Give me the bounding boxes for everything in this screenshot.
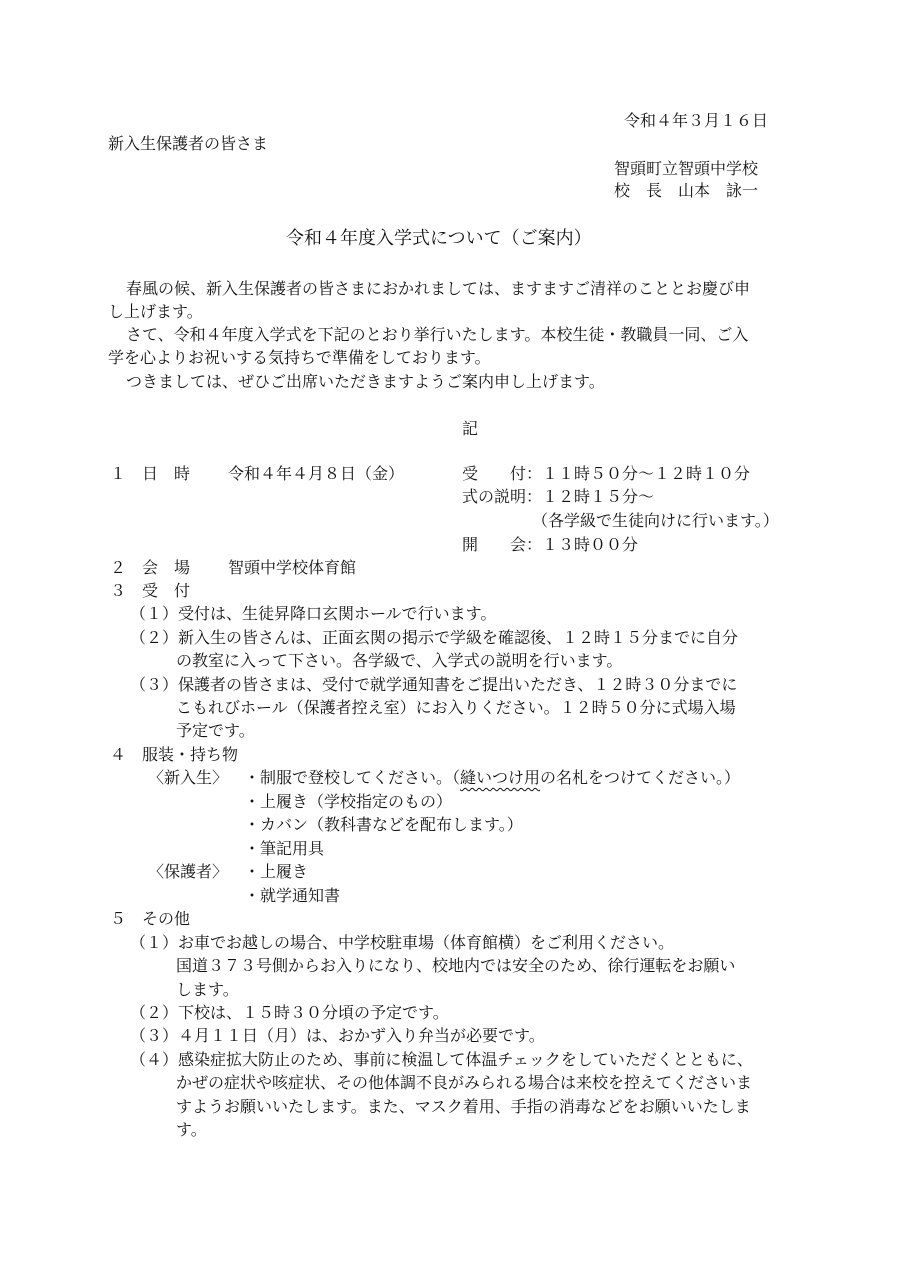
sewn-on-underlined: 縫いつけ用: [460, 768, 541, 787]
school-name: 智頭町立智頭中学校: [614, 159, 759, 178]
other-item-1-line-2: 国道３７３号側からお入りになり、校地内では安全のため、徐行運転をお願い: [176, 956, 736, 975]
reception-item-3-line-3: 予定です。: [176, 721, 255, 740]
opening-time: 開 会：１３時００分: [462, 535, 639, 554]
venue: 智頭中学校体育館: [228, 558, 357, 577]
other-item-1-line-3: します。: [176, 980, 239, 999]
explanation-note: （各学級で生徒向けに行います。）: [532, 511, 779, 530]
other-item-4-line-3: すようお願いいたします。また、マスク着用、手指の消毒などをお願いいたしま: [176, 1097, 751, 1116]
other-item-3: （３）４月１１日（月）は、おかず入り弁当が必要です。: [130, 1026, 545, 1045]
principal-name: 校 長 山本 詠一: [614, 181, 759, 200]
reception-item-2-line-1: （２）新入生の皆さんは、正面玄関の掲示で学級を確認後、１２時１５分までに自分: [130, 628, 739, 647]
student-item-uniform-end: の名札をつけてください。）: [540, 768, 741, 787]
issue-date: 令和４年３月１６日: [624, 111, 769, 130]
section-4-heading: ４ 服装・持ち物: [110, 745, 239, 764]
student-item-stationery: ・筆記用具: [244, 839, 325, 858]
student-item-uniform-start: ・制服で登校してください。（: [244, 768, 461, 787]
student-item-uniform: [244, 767, 740, 789]
intro-paragraph-1-line-2: し上げます。: [108, 302, 203, 321]
reception-item-2-line-2: の教室に入って下さい。各学級で、入学式の説明を行います。: [176, 651, 623, 670]
intro-paragraph-1-line-1: 春風の候、新入生保護者の皆さまにおかれましては、ますますご清祥のこととお慶び申: [126, 279, 751, 298]
other-item-4-line-2: かぜの症状や咳症状、その他体調不良がみられる場合は来校を控えてくださいま: [176, 1073, 753, 1092]
other-item-2: （２）下校は、１５時３０分頃の予定です。: [130, 1003, 449, 1022]
other-item-1-line-1: （１）お車でお越しの場合、中学校駐車場（体育館横）をご利用ください。: [130, 933, 675, 952]
other-item-4-line-1: （４）感染症拡大防止のため、事前に検温して体温チェックをしていただくとともに、: [130, 1050, 753, 1069]
intro-paragraph-2-line-2: 学を心よりお祝いする気持ちで準備をしております。: [108, 348, 491, 367]
reception-item-3-line-2: こもれびホール（保護者控え室）にお入りください。１２時５０分に式場入場: [176, 698, 736, 717]
section-1-heading: １ 日 時: [110, 464, 191, 483]
other-item-4-line-4: す。: [176, 1120, 207, 1139]
guardian-item-indoor-shoes: ・上履き: [244, 862, 309, 881]
section-2-heading: ２ 会 場: [110, 558, 191, 577]
intro-paragraph-3: つきましては、ぜひご出席いただきますようご案内申し上げます。: [126, 372, 605, 391]
new-student-label: 〈新入生〉: [148, 768, 229, 787]
explanation-time: 式の説明：１２時１５分～: [462, 487, 655, 506]
student-item-bag: ・カバン（教科書などを配布します。）: [244, 815, 523, 834]
reception-time: 受 付：１１時５０分～１２時１０分: [462, 464, 751, 483]
recipient: 新入生保護者の皆さま: [108, 134, 269, 153]
intro-paragraph-2-line-1: さて、令和４年度入学式を下記のとおり挙行いたします。本校生徒・教職員一同、ご入: [126, 325, 749, 344]
reception-item-1: （１）受付は、生徒昇降口玄関ホールで行います。: [130, 604, 497, 623]
reception-item-3-line-1: （３）保護者の皆さまは、受付で就学通知書をご提出いただき、１２時３０分までに: [130, 675, 738, 694]
student-item-indoor-shoes: ・上履き（学校指定のもの）: [244, 792, 453, 811]
section-5-heading: ５ その他: [110, 909, 191, 928]
ceremony-date: 令和４年４月８日（金）: [228, 464, 405, 483]
document-title: 令和４年度入学式について（ご案内）: [286, 228, 592, 249]
ki-heading: 記: [462, 419, 479, 438]
guardian-item-notice: ・就学通知書: [244, 886, 341, 905]
guardian-label: 〈保護者〉: [148, 862, 229, 881]
section-3-heading: ３ 受 付: [110, 581, 191, 600]
